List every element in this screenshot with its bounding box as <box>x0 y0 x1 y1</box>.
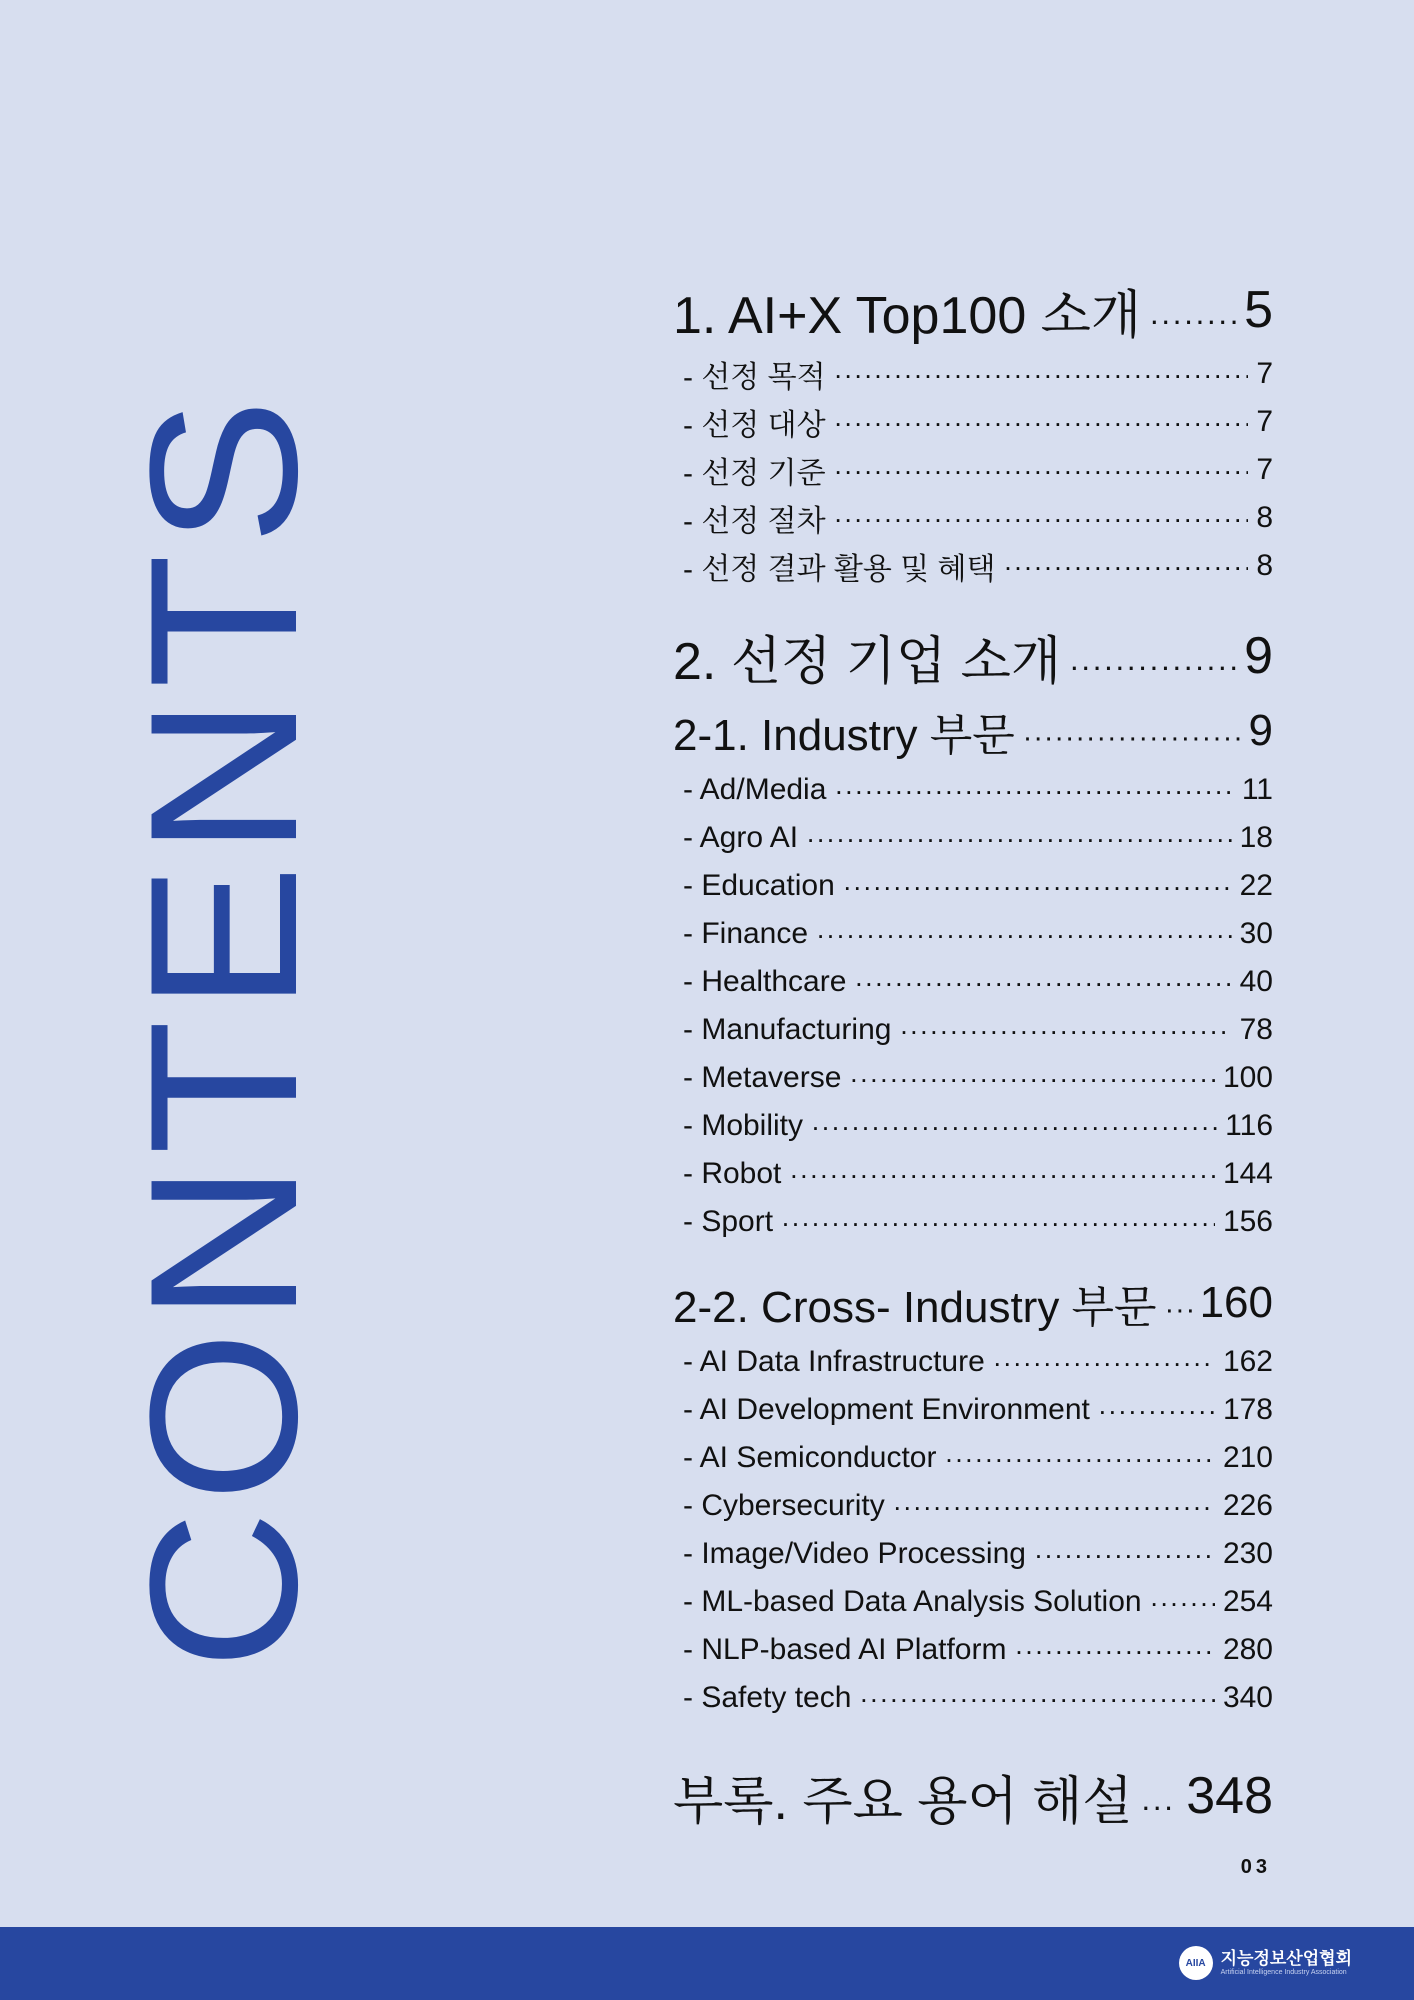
table-of-contents <box>673 270 1273 1836</box>
toc-item[interactable] <box>673 1102 1273 1150</box>
toc-page: 40 <box>1239 965 1273 998</box>
toc-leader <box>1098 1395 1215 1425</box>
toc-leader <box>899 1015 1231 1045</box>
toc-page: 11 <box>1241 773 1273 806</box>
toc-leader <box>859 1683 1215 1713</box>
toc-page: 9 <box>1244 627 1273 685</box>
toc-page: 160 <box>1199 1278 1273 1327</box>
toc-item[interactable] <box>673 494 1273 542</box>
toc-page: 226 <box>1222 1489 1273 1522</box>
org-logo-text <box>1221 1950 1352 1976</box>
toc-page: 254 <box>1222 1585 1273 1618</box>
toc-label: - AI Semiconductor <box>683 1441 937 1474</box>
toc-item[interactable] <box>673 766 1273 814</box>
toc-leader <box>893 1491 1215 1521</box>
toc-label: - Metaverse <box>683 1061 842 1094</box>
toc-page: 210 <box>1222 1441 1273 1474</box>
toc-leader <box>1014 1635 1214 1665</box>
toc-leader <box>1069 630 1236 682</box>
toc-label: - 선정 기준 <box>683 457 826 490</box>
toc-item[interactable] <box>673 542 1273 590</box>
toc-label: - Sport <box>683 1205 774 1238</box>
toc-item[interactable] <box>673 1434 1273 1482</box>
toc-page: 280 <box>1222 1633 1273 1666</box>
toc-label: 1. AI+X Top100 소개 <box>673 286 1142 345</box>
toc-label: - 선정 목적 <box>683 361 826 394</box>
toc-leader <box>789 1159 1215 1189</box>
toc-label: - AI Data Infrastructure <box>683 1345 985 1378</box>
toc-page: 7 <box>1256 405 1273 438</box>
toc-item[interactable] <box>673 1386 1273 1434</box>
org-logo <box>1179 1937 1352 1989</box>
toc-item[interactable] <box>673 862 1273 910</box>
toc-leader <box>834 503 1249 533</box>
toc-item[interactable] <box>673 1530 1273 1578</box>
toc-leader <box>811 1111 1217 1141</box>
toc-page: 340 <box>1222 1681 1273 1714</box>
toc-label: - Finance <box>683 917 809 950</box>
toc-page: 9 <box>1248 706 1273 755</box>
toc-leader <box>993 1347 1215 1377</box>
toc-page: 162 <box>1222 1345 1273 1378</box>
org-name-en: Artificial Intelligence Industry Association <box>1220 1968 1347 1976</box>
toc-leader <box>1023 709 1241 753</box>
toc-label: - Manufacturing <box>683 1013 892 1046</box>
toc-item[interactable] <box>673 910 1273 958</box>
toc-item[interactable] <box>673 1626 1273 1674</box>
toc-leader <box>1141 1770 1179 1822</box>
toc-chapter-2[interactable] <box>673 616 1273 696</box>
toc-page: 348 <box>1186 1767 1273 1825</box>
toc-leader <box>1004 551 1249 581</box>
spacer <box>673 1722 1273 1756</box>
toc-leader <box>834 775 1233 805</box>
toc-page: 8 <box>1256 549 1273 582</box>
toc-label: - NLP-based AI Platform <box>683 1633 1007 1666</box>
toc-label: 2-2. Cross- Industry 부문 <box>673 1283 1157 1332</box>
toc-leader <box>944 1443 1214 1473</box>
toc-label: - Mobility <box>683 1109 804 1142</box>
toc-label: - Safety tech <box>683 1681 852 1714</box>
toc-label: - AI Development Environment <box>683 1393 1090 1426</box>
toc-page: 156 <box>1222 1205 1273 1238</box>
toc-leader <box>834 359 1249 389</box>
toc-page: 116 <box>1225 1109 1273 1142</box>
toc-leader <box>1165 1281 1192 1325</box>
org-name: 지능정보산업협회 <box>1220 1948 1352 1968</box>
toc-item[interactable] <box>673 1674 1273 1722</box>
toc-item[interactable] <box>673 1578 1273 1626</box>
toc-section-2-1[interactable] <box>673 696 1273 766</box>
toc-page: 30 <box>1239 917 1273 950</box>
toc-leader <box>843 871 1232 901</box>
toc-leader <box>1034 1539 1215 1569</box>
toc-label: - 선정 결과 활용 및 혜택 <box>683 553 996 586</box>
toc-label: - Healthcare <box>683 965 847 998</box>
spacer <box>673 590 1273 616</box>
toc-page: 178 <box>1222 1393 1273 1426</box>
toc-page: 22 <box>1239 869 1273 902</box>
toc-leader <box>806 823 1232 853</box>
toc-label: - Image/Video Processing <box>683 1537 1026 1570</box>
toc-leader <box>816 919 1232 949</box>
spacer <box>673 1246 1273 1268</box>
toc-page: 18 <box>1239 821 1273 854</box>
toc-item[interactable] <box>673 1482 1273 1530</box>
toc-item[interactable] <box>673 398 1273 446</box>
contents-title-text: CONTENTS <box>106 451 341 1670</box>
toc-page: 78 <box>1239 1013 1273 1046</box>
toc-label: - Robot <box>683 1157 782 1190</box>
toc-chapter-1[interactable] <box>673 270 1273 350</box>
toc-page: 230 <box>1222 1537 1273 1570</box>
toc-page: 144 <box>1222 1157 1273 1190</box>
toc-item[interactable] <box>673 1198 1273 1246</box>
toc-item[interactable] <box>673 1006 1273 1054</box>
toc-item[interactable] <box>673 1150 1273 1198</box>
toc-page: 100 <box>1222 1061 1273 1094</box>
org-logo-icon: AIIA <box>1179 1946 1213 1980</box>
toc-item[interactable] <box>673 446 1273 494</box>
toc-leader <box>1150 1587 1215 1617</box>
toc-leader <box>834 407 1249 437</box>
toc-page: 8 <box>1256 501 1273 534</box>
toc-leader <box>1149 284 1236 336</box>
toc-label: 2-1. Industry 부문 <box>673 711 1015 760</box>
toc-label: - ML-based Data Analysis Solution <box>683 1585 1142 1618</box>
toc-leader <box>834 455 1249 485</box>
toc-label: 부록. 주요 용어 해설 <box>673 1772 1133 1831</box>
toc-label: - Agro AI <box>683 821 799 854</box>
toc-item[interactable] <box>673 350 1273 398</box>
toc-page: 7 <box>1256 357 1273 390</box>
toc-section-2-2[interactable] <box>673 1268 1273 1338</box>
toc-appendix[interactable] <box>673 1756 1273 1836</box>
page-number: 03 <box>1240 1856 1271 1878</box>
toc-label: - Ad/Media <box>683 773 827 806</box>
toc-item[interactable] <box>673 814 1273 862</box>
footer-bar <box>0 1927 1414 2000</box>
contents-title <box>60 400 341 1700</box>
toc-label: - 선정 절차 <box>683 505 826 538</box>
toc-label: - Cybersecurity <box>683 1489 885 1522</box>
toc-label: - Education <box>683 869 835 902</box>
contents-title-svg <box>60 400 341 1700</box>
toc-item[interactable] <box>673 958 1273 1006</box>
toc-leader <box>849 1063 1215 1093</box>
toc-item[interactable] <box>673 1054 1273 1102</box>
toc-item[interactable] <box>673 1338 1273 1386</box>
toc-page: 5 <box>1244 281 1273 339</box>
toc-label: 2. 선정 기업 소개 <box>673 632 1062 691</box>
toc-label: - 선정 대상 <box>683 409 826 442</box>
toc-leader <box>854 967 1231 997</box>
toc-page: 7 <box>1256 453 1273 486</box>
toc-leader <box>781 1207 1215 1237</box>
